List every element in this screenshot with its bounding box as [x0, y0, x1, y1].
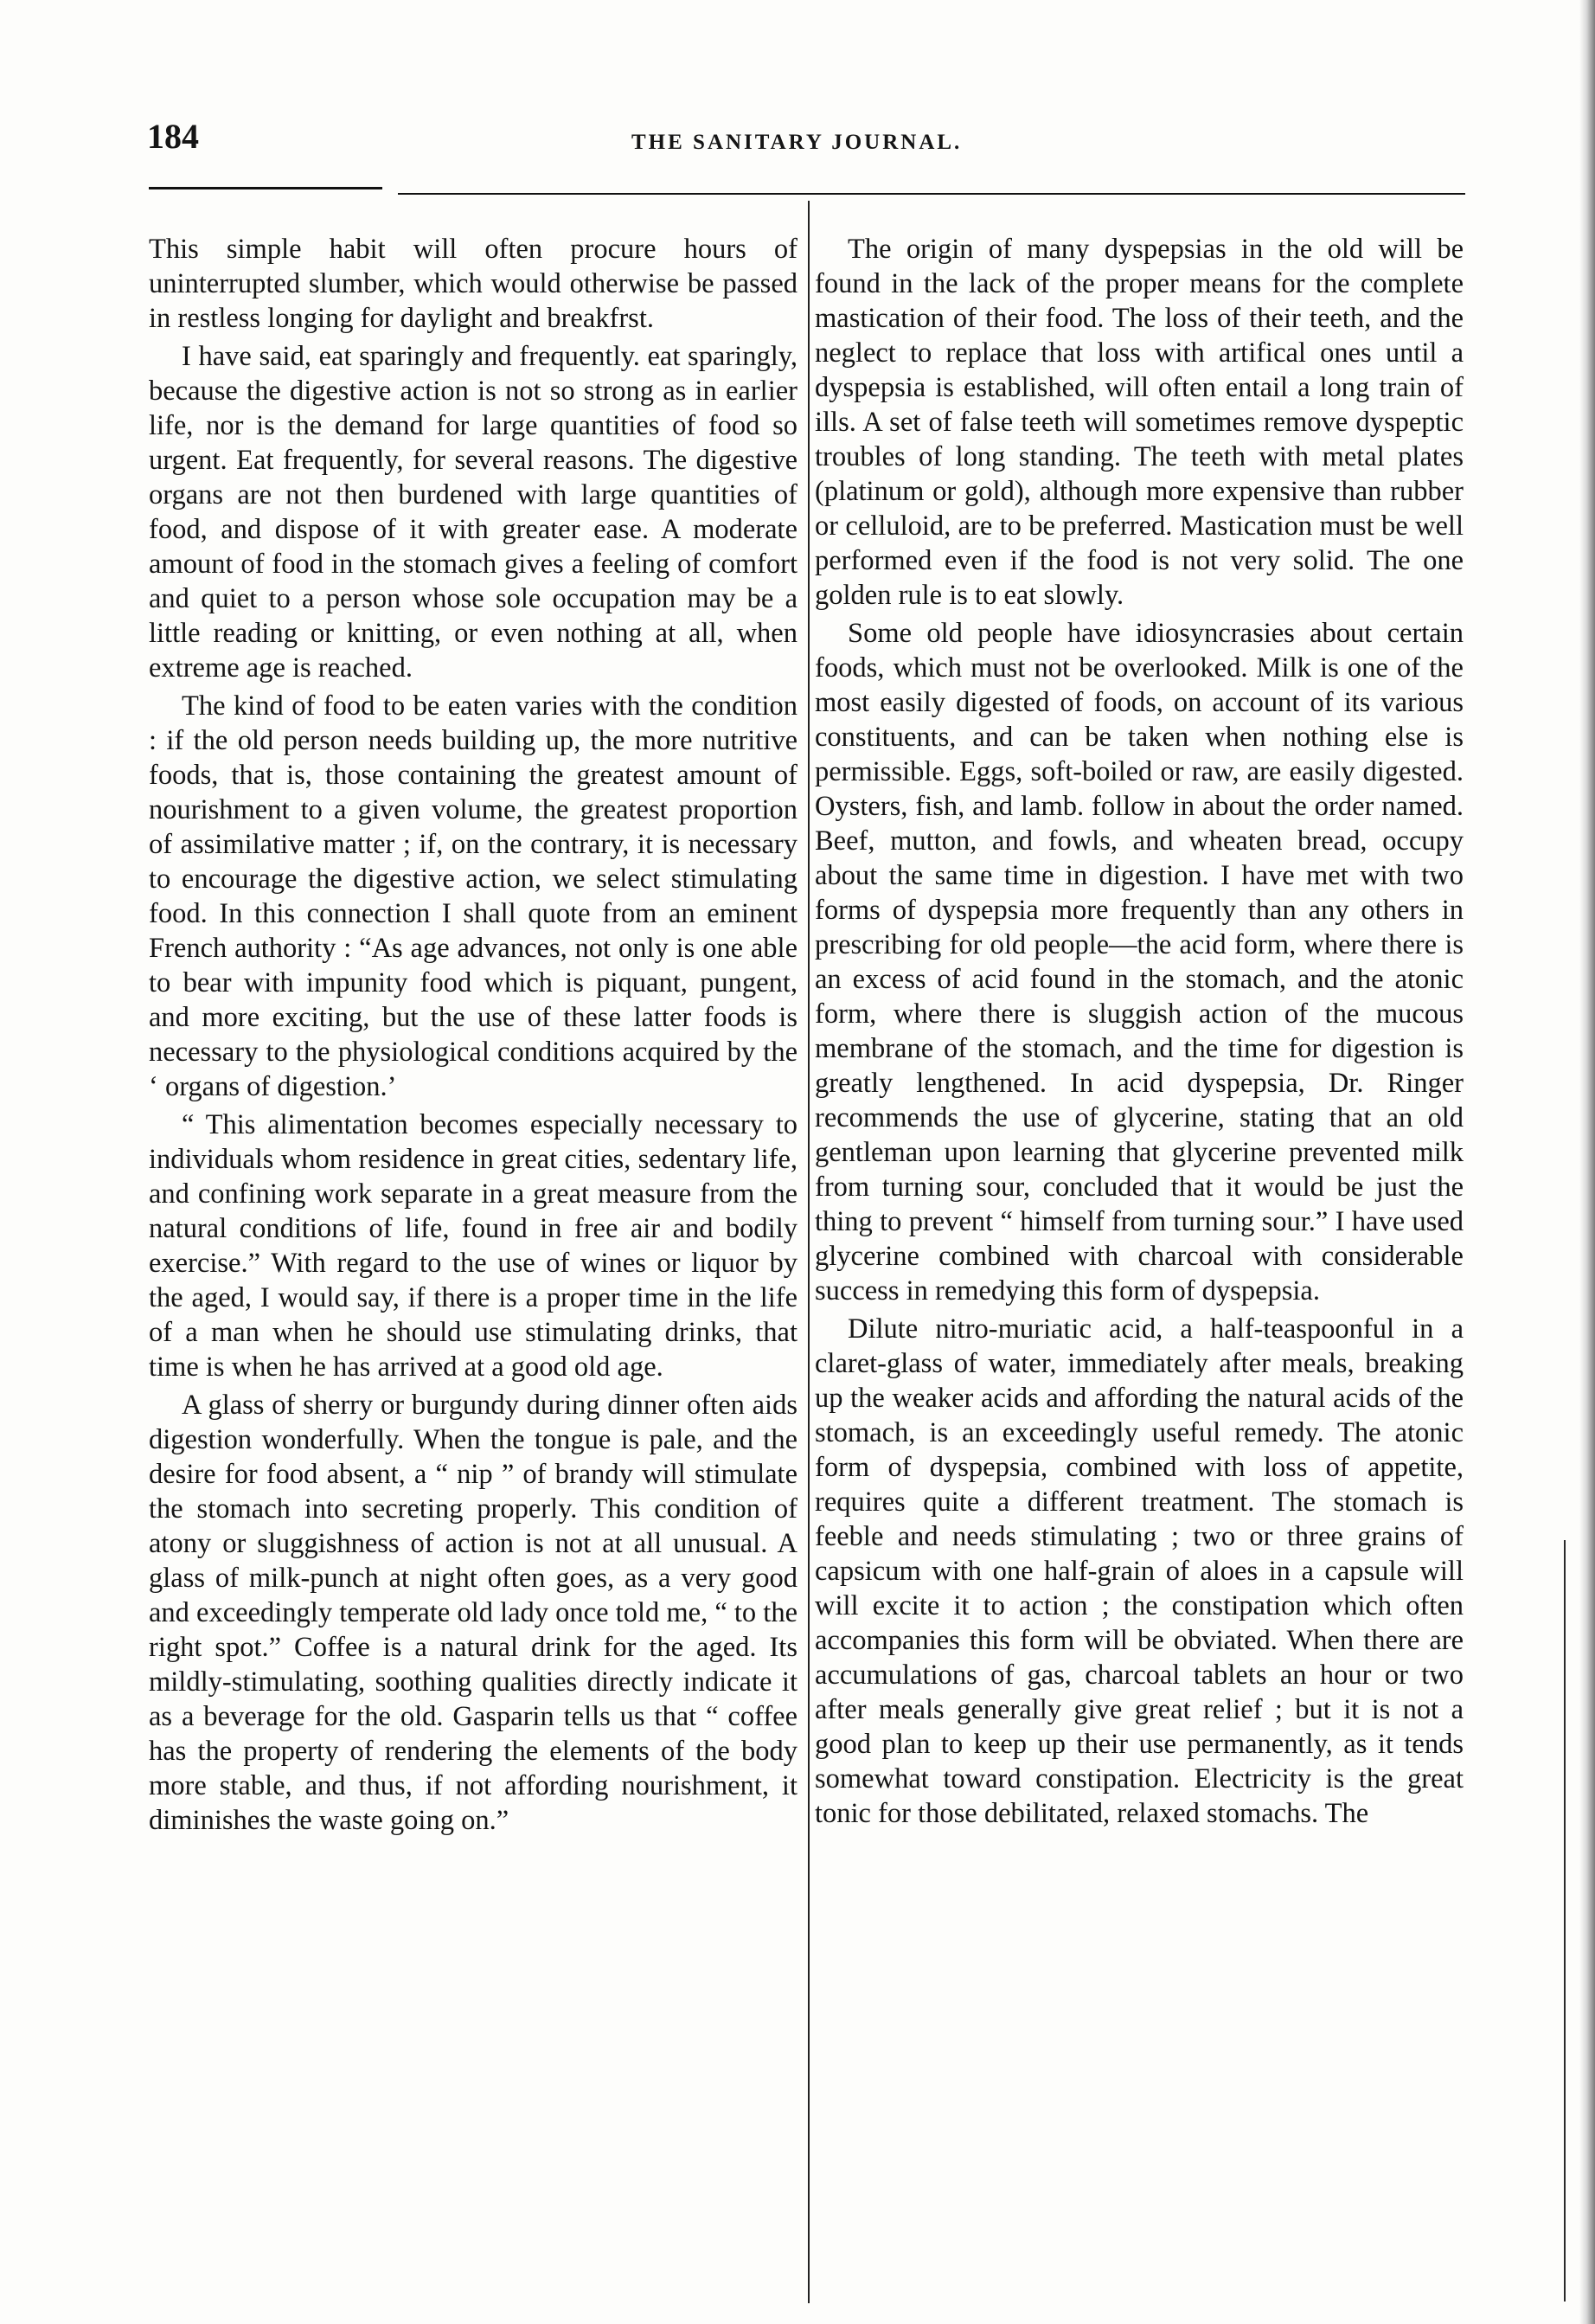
- right-paragraph-2: Some old people have idiosyncrasies about certain foods, which must not be overlooked. Milk is one of the most easily digested of foods, on account of its various constituents, and can be taken when nothing else is permissible. Eggs, soft-boiled or raw, are easily digested. Oysters, fish, and lamb. follow in about the order named. Beef, mutton, and fowls, and wheaten bread, occupy about the same time in digestion. I have met with two forms of dyspepsia more frequently than any others in prescribing for old people—the acid form, where there is an excess of acid found in the stomach, and the atonic form, where there is sluggish action of the mucous membrane of the stomach, and the time for digestion is greatly lengthened. In acid dyspepsia, Dr. Ringer recommends the use of glycerine, stating that an old gentleman upon learning that glycerine prevented milk from turning sour, concluded that it would be just the thing to prevent “ himself from turning sour.” I have used glycerine combined with charcoal with considerable success in remedying this form of dyspepsia.: [815, 618, 1464, 1306]
- left-paragraph-3: The kind of food to be eaten varies with the condition : if the old person needs building up, the more nutritive foods, that is, those containing the greatest amount of nourishment to a given volume, the greatest proportion of assimilative matter ; if, on the contrary, it is necessary to encourage the digestive action, we select stimulating food. In this connection I shall quote from an eminent French authority : “As age advances, not only is one able to bear with impunity food which is piquant, pungent, and more exciting, but the use of these latter foods is necessary to the physiological conditions acquired by the ‘ organs of digestion.’: [149, 690, 798, 1102]
- column-divider: [808, 201, 810, 2303]
- header-rule-short: [149, 187, 382, 189]
- scan-edge-shadow: [1579, 0, 1595, 2324]
- page-number: 184: [147, 117, 199, 156]
- left-column: [149, 232, 798, 1841]
- header-rule-long: [398, 193, 1465, 195]
- page-header: [147, 119, 1496, 171]
- left-paragraph-1: This simple habit will often procure hours of uninterrupted slumber, which would otherwise be passed in restless longing for daylight and breakfrst.: [149, 234, 798, 334]
- right-column: [815, 232, 1464, 1834]
- journal-title: THE SANITARY JOURNAL.: [631, 131, 963, 154]
- scan-edge-line: [1564, 1540, 1566, 2302]
- left-paragraph-5: A glass of sherry or burgundy during dinner often aids digestion wonderfully. When the tongue is pale, and the desire for food absent, a “ nip ” of brandy will stimulate the stomach into secreting properly. This condition of atony or sluggishness of action is not at all unusual. A glass of milk-punch at night often goes, as a very good and exceedingly temperate old lady once told me, “ to the right spot.” Coffee is a natural drink for the aged. Its mildly-stimulating, soothing qualities directly indicate it as a beverage for the old. Gasparin tells us that “ coffee has the property of rendering the elements of the body more stable, and thus, if not affording nourishment, it diminishes the waste going on.”: [149, 1390, 798, 1836]
- left-paragraph-4: “ This alimentation becomes especially necessary to individuals whom residence in great cities, sedentary life, and confining work separate in a great measure from the natural conditions of life, found in free air and bodily exercise.” With regard to the use of wines or liquor by the aged, I would say, if there is a proper time in the life of a man when he should use stimulating drinks, that time is when he has arrived at a good old age.: [149, 1109, 798, 1383]
- left-paragraph-2: I have said, eat sparingly and frequently. eat sparingly, because the digestive action is not so strong as in earlier life, nor is the demand for large quantities of food so urgent. Eat frequently, for several reasons. The digestive organs are not then burdened with large quantities of food, and dispose of it with greater ease. A moderate amount of food in the stomach gives a feeling of comfort and quiet to a person whose sole occupation may be a little reading or knitting, or even nothing at all, when extreme age is reached.: [149, 341, 798, 684]
- right-paragraph-1: The origin of many dyspepsias in the old will be found in the lack of the proper means for the complete mastication of their food. The loss of their teeth, and the neglect to replace that loss with artifical ones until a dyspepsia is established, will often entail a long train of ills. A set of false teeth will sometimes remove dyspeptic troubles of long standing. The teeth with metal plates (platinum or gold), although more expensive than rubber or celluloid, are to be preferred. Mastication must be well performed even if the food is not very solid. The one golden rule is to eat slowly.: [815, 234, 1464, 611]
- right-paragraph-3: Dilute nitro-muriatic acid, a half-teaspoonful in a claret-glass of water, immediately after meals, breaking up the weaker acids and affording the natural acids of the stomach, is an exceedingly useful remedy. The atonic form of dyspepsia, combined with loss of appetite, requires quite a different treatment. The stomach is feeble and needs stimulating ; two or three grains of capsicum with one half-grain of aloes in a capsule will will excite it to action ; the constipation which often accompanies this form will be obviated. When there are accumulations of gas, charcoal tablets an hour or two after meals generally give great relief ; but it is not a good plan to keep up their use permanently, as it tends somewhat toward constipation. Electricity is the great tonic for those debilitated, relaxed stomachs. The: [815, 1313, 1464, 1829]
